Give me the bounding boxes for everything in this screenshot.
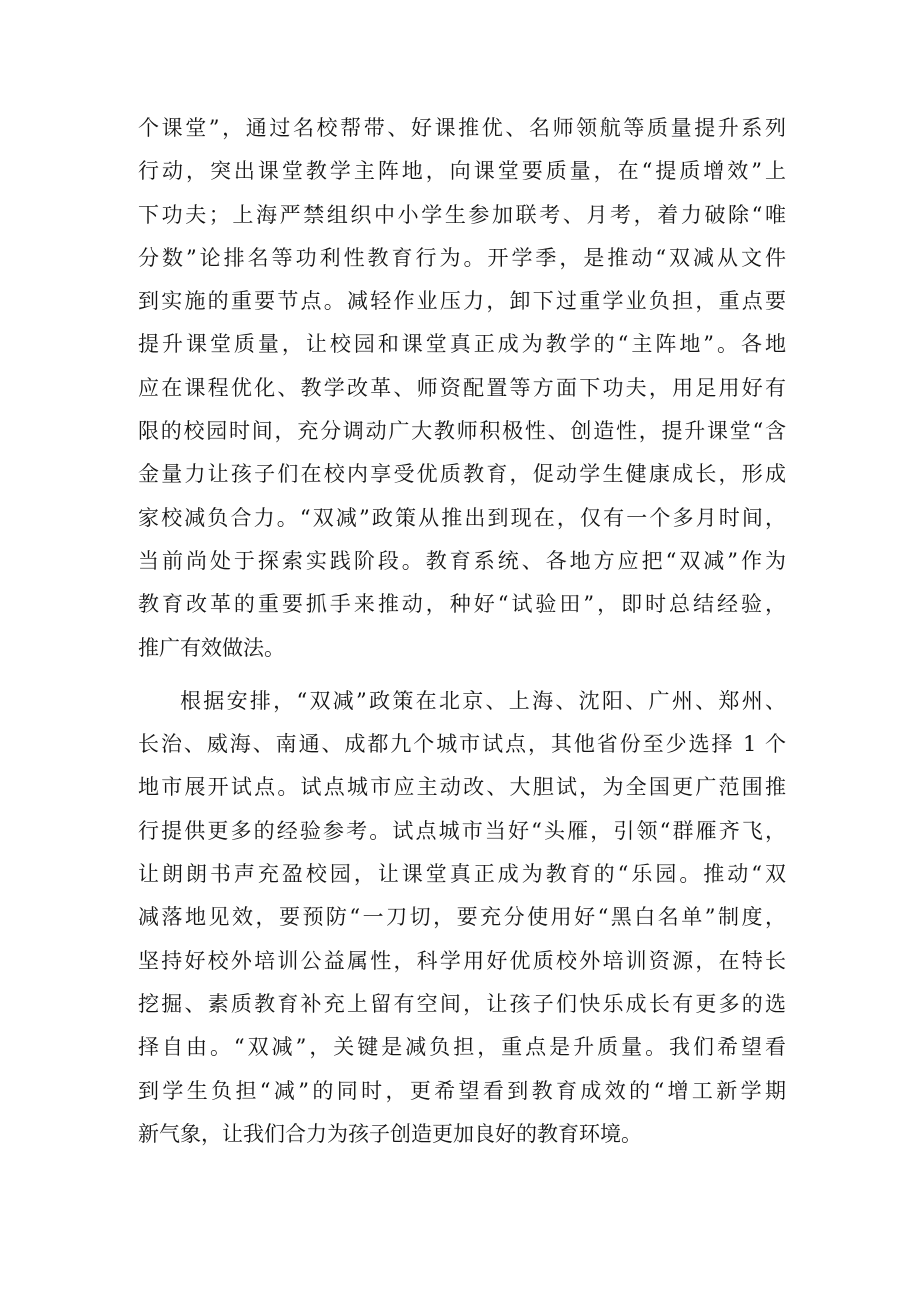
- paragraph-1: [138, 107, 786, 670]
- text-line: 下功夫；上海严禁组织中小学生参加联考、月考，着力破除“唯: [138, 202, 786, 227]
- text-line: 坚持好校外培训公益属性，科学用好优质校外培训资源，在特长: [138, 948, 786, 973]
- text-line: 长治、威海、南通、成都九个城市试点，其他省份至少选择 1 个: [138, 732, 786, 757]
- text-line: 分数”论排名等功利性教育行为。开学季，是推动“双减从文件: [138, 245, 786, 270]
- text-line: 家校减负合力。“双减”政策从推出到现在，仅有一个多月时间，: [138, 505, 786, 530]
- text-line: 限的校园时间，充分调动广大教师积极性、创造性，提升课堂“含: [138, 419, 786, 444]
- text-line: 地市展开试点。试点城市应主动改、大胆试，为全国更广范围推: [138, 775, 786, 800]
- text-line: 当前尚处于探索实践阶段。教育系统、各地方应把“双减”作为: [138, 548, 786, 573]
- text-line: 个课堂”，通过名校帮带、好课推优、名师领航等质量提升系列: [138, 116, 786, 140]
- text-line: 让朗朗书声充盈校园，让课堂真正成为教育的“乐园。推动“双: [138, 862, 786, 887]
- document-body: [138, 107, 786, 1156]
- paragraph-2: [138, 680, 786, 1156]
- text-line: 行提供更多的经验参考。试点城市当好“头雁，引领“群雁齐飞，: [138, 818, 786, 843]
- text-line: 金量力让孩子们在校内享受优质教育，促动学生健康成长，形成: [138, 462, 786, 487]
- text-line: 到实施的重要节点。减轻作业压力，卸下过重学业负担，重点要: [138, 289, 786, 314]
- text-line: 教育改革的重要抓手来推动，种好“试验田”，即时总结经验，: [138, 592, 786, 617]
- paragraph-gap: [138, 670, 786, 680]
- text-line: 到学生负担“减”的同时，更希望看到教育成效的“增工新学期: [138, 1078, 786, 1103]
- text-line: 推广有效做法。: [138, 635, 285, 660]
- text-line: 减落地见效，要预防“一刀切，要充分使用好“黑白名单”制度，: [138, 905, 786, 930]
- text-line: 新气象，让我们合力为孩子创造更加良好的教育环境。: [138, 1121, 642, 1146]
- text-line: 提升课堂质量，让校园和课堂真正成为教学的“主阵地”。各地: [138, 332, 786, 357]
- text-line: 应在课程优化、教学改革、师资配置等方面下功夫，用足用好有: [138, 375, 786, 400]
- text-line: 行动，突出课堂教学主阵地，向课堂要质量，在“提质增效”上: [138, 159, 786, 184]
- text-line: 择自由。“双减”，关键是减负担，重点是升质量。我们希望看: [138, 1035, 786, 1060]
- text-line: 根据安排，“双减”政策在北京、上海、沈阳、广州、郑州、: [180, 688, 786, 713]
- text-line: 挖掘、素质教育补充上留有空间，让孩子们快乐成长有更多的选: [138, 991, 786, 1016]
